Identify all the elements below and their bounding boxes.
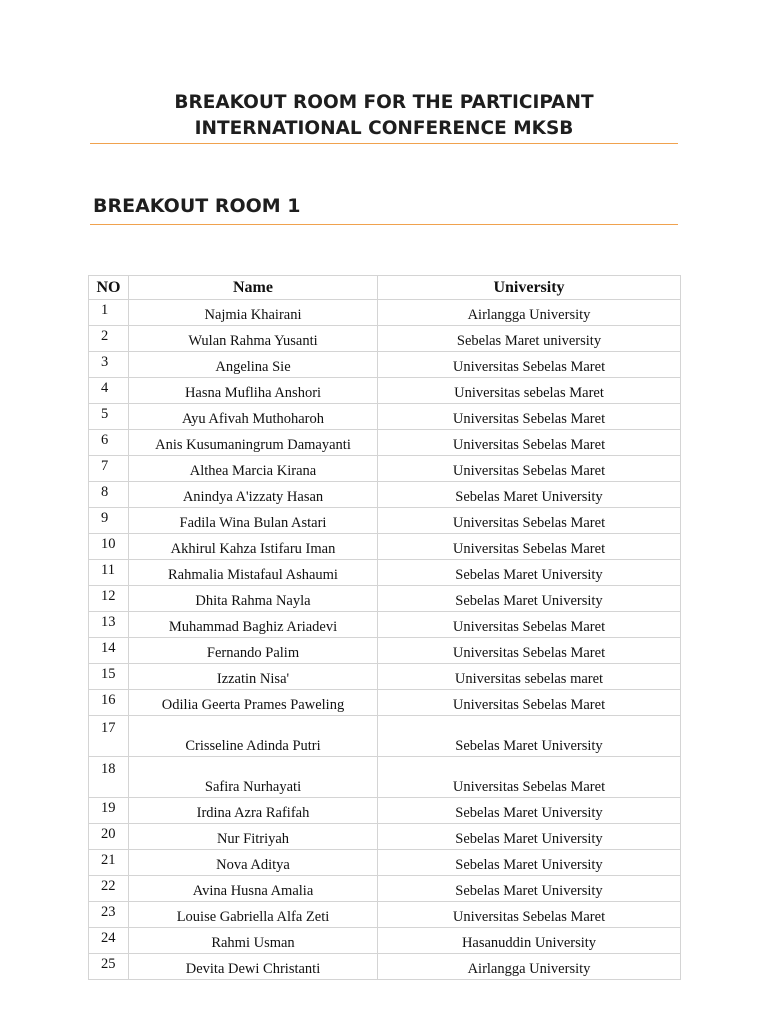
row-number: 19 xyxy=(89,798,129,824)
participant-university: Universitas Sebelas Maret xyxy=(378,534,681,560)
row-number: 16 xyxy=(89,690,129,716)
row-number: 24 xyxy=(89,928,129,954)
table-row xyxy=(89,378,681,404)
row-number: 7 xyxy=(89,456,129,482)
title-line-2: INTERNATIONAL CONFERENCE MKSB xyxy=(194,118,574,139)
participant-name: Wulan Rahma Yusanti xyxy=(129,326,378,352)
participant-university: Sebelas Maret University xyxy=(378,716,681,757)
title-divider xyxy=(90,143,678,144)
row-number: 17 xyxy=(89,716,129,757)
participant-university: Universitas Sebelas Maret xyxy=(378,638,681,664)
row-number: 11 xyxy=(89,560,129,586)
participant-name: Safira Nurhayati xyxy=(129,757,378,798)
participant-name: Ayu Afivah Muthoharoh xyxy=(129,404,378,430)
row-number: 12 xyxy=(89,586,129,612)
participant-name: Muhammad Baghiz Ariadevi xyxy=(129,612,378,638)
participant-name: Najmia Khairani xyxy=(129,300,378,326)
participant-name: Louise Gabriella Alfa Zeti xyxy=(129,902,378,928)
participant-name: Nova Aditya xyxy=(129,850,378,876)
participant-university: Universitas sebelas Maret xyxy=(378,378,681,404)
table-row xyxy=(89,404,681,430)
participant-university: Universitas sebelas maret xyxy=(378,664,681,690)
participant-name: Crisseline Adinda Putri xyxy=(129,716,378,757)
participant-name: Anis Kusumaningrum Damayanti xyxy=(129,430,378,456)
title-line-1: BREAKOUT ROOM FOR THE PARTICIPANT xyxy=(174,92,594,113)
participant-name: Devita Dewi Christanti xyxy=(129,954,378,980)
table-row xyxy=(89,612,681,638)
row-number: 1 xyxy=(89,300,129,326)
table-row xyxy=(89,326,681,352)
row-number: 18 xyxy=(89,757,129,798)
participant-name: Avina Husna Amalia xyxy=(129,876,378,902)
participant-university: Sebelas Maret University xyxy=(378,482,681,508)
participant-university: Sebelas Maret University xyxy=(378,876,681,902)
row-number: 14 xyxy=(89,638,129,664)
participant-name: Nur Fitriyah xyxy=(129,824,378,850)
row-number: 13 xyxy=(89,612,129,638)
row-number: 21 xyxy=(89,850,129,876)
row-number: 23 xyxy=(89,902,129,928)
table-row xyxy=(89,456,681,482)
table-body xyxy=(89,300,681,980)
participant-name: Fadila Wina Bulan Astari xyxy=(129,508,378,534)
table-row xyxy=(89,876,681,902)
table-row xyxy=(89,638,681,664)
table-row xyxy=(89,560,681,586)
table-row xyxy=(89,664,681,690)
participant-name: Angelina Sie xyxy=(129,352,378,378)
table-header-row xyxy=(89,276,681,300)
participant-university: Hasanuddin University xyxy=(378,928,681,954)
participant-university: Sebelas Maret University xyxy=(378,824,681,850)
table-row xyxy=(89,757,681,798)
table-row xyxy=(89,690,681,716)
header-no: NO xyxy=(89,276,129,300)
participant-table xyxy=(88,275,681,980)
table-row xyxy=(89,508,681,534)
table-row xyxy=(89,482,681,508)
row-number: 3 xyxy=(89,352,129,378)
participant-name: Rahmi Usman xyxy=(129,928,378,954)
participant-university: Sebelas Maret University xyxy=(378,560,681,586)
participant-university: Universitas Sebelas Maret xyxy=(378,757,681,798)
header-name: Name xyxy=(129,276,378,300)
table-row xyxy=(89,954,681,980)
table-row xyxy=(89,902,681,928)
participant-university: Universitas Sebelas Maret xyxy=(378,612,681,638)
participant-university: Airlangga University xyxy=(378,300,681,326)
row-number: 6 xyxy=(89,430,129,456)
participant-university: Sebelas Maret University xyxy=(378,798,681,824)
participant-university: Sebelas Maret university xyxy=(378,326,681,352)
row-number: 20 xyxy=(89,824,129,850)
table-row xyxy=(89,928,681,954)
participant-name: Hasna Mufliha Anshori xyxy=(129,378,378,404)
row-number: 15 xyxy=(89,664,129,690)
participant-university: Sebelas Maret University xyxy=(378,850,681,876)
participant-name: Althea Marcia Kirana xyxy=(129,456,378,482)
row-number: 2 xyxy=(89,326,129,352)
participant-university: Sebelas Maret University xyxy=(378,586,681,612)
participant-name: Irdina Azra Rafifah xyxy=(129,798,378,824)
row-number: 9 xyxy=(89,508,129,534)
participant-university: Universitas Sebelas Maret xyxy=(378,430,681,456)
participant-university: Universitas Sebelas Maret xyxy=(378,508,681,534)
table-row xyxy=(89,586,681,612)
participant-name: Anindya A'izzaty Hasan xyxy=(129,482,378,508)
row-number: 4 xyxy=(89,378,129,404)
table-row xyxy=(89,352,681,378)
participant-name: Izzatin Nisa' xyxy=(129,664,378,690)
participant-university: Universitas Sebelas Maret xyxy=(378,902,681,928)
participant-name: Dhita Rahma Nayla xyxy=(129,586,378,612)
table-row xyxy=(89,300,681,326)
row-number: 22 xyxy=(89,876,129,902)
row-number: 10 xyxy=(89,534,129,560)
section-divider xyxy=(90,224,678,225)
table-row xyxy=(89,716,681,757)
table-row xyxy=(89,850,681,876)
section-heading: BREAKOUT ROOM 1 xyxy=(93,195,301,217)
participant-name: Fernando Palim xyxy=(129,638,378,664)
row-number: 8 xyxy=(89,482,129,508)
participant-name: Odilia Geerta Prames Paweling xyxy=(129,690,378,716)
participant-university: Airlangga University xyxy=(378,954,681,980)
participant-university: Universitas Sebelas Maret xyxy=(378,404,681,430)
table-row xyxy=(89,798,681,824)
participant-university: Universitas Sebelas Maret xyxy=(378,352,681,378)
row-number: 25 xyxy=(89,954,129,980)
participant-university: Universitas Sebelas Maret xyxy=(378,690,681,716)
header-university: University xyxy=(378,276,681,300)
participant-name: Rahmalia Mistafaul Ashaumi xyxy=(129,560,378,586)
document-title xyxy=(90,90,678,142)
table-row xyxy=(89,534,681,560)
row-number: 5 xyxy=(89,404,129,430)
table-row xyxy=(89,430,681,456)
participant-name: Akhirul Kahza Istifaru Iman xyxy=(129,534,378,560)
participant-university: Universitas Sebelas Maret xyxy=(378,456,681,482)
table-row xyxy=(89,824,681,850)
